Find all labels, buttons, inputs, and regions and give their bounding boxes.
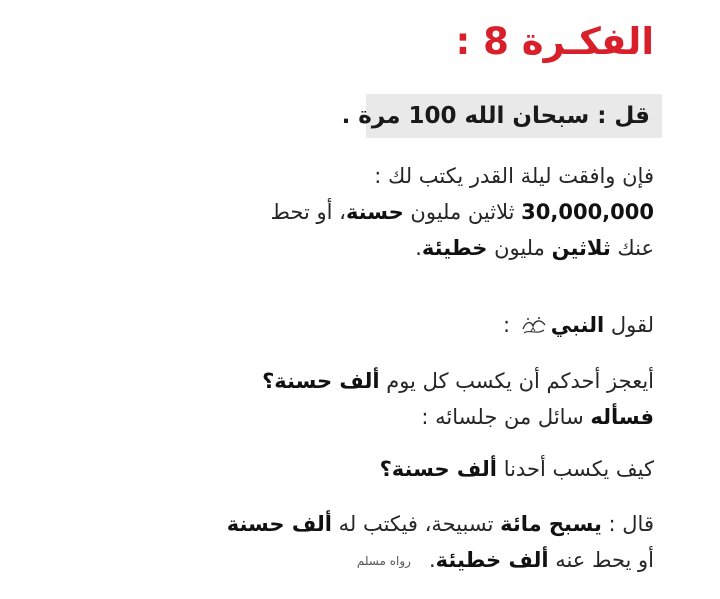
- period-2: .: [428, 548, 436, 572]
- idea-title: الفكـرة 8 :: [455, 20, 654, 63]
- reward-line-2: [54, 194, 654, 230]
- thousand-sins: ألف خطيئة: [435, 548, 549, 572]
- question-line-1: [54, 363, 654, 399]
- thousand-hasana-3: ألف حسنة: [226, 512, 332, 536]
- thirty-word: ثلاثين: [551, 236, 611, 260]
- he-said-text: قال :: [601, 512, 654, 536]
- how-text: كيف يكسب أحدنا: [497, 457, 654, 481]
- he-asked-word: فسأله: [590, 405, 654, 429]
- thousand-hasana-2: ألف حسنة؟: [379, 457, 498, 481]
- thousand-hasana: ألف حسنة؟: [262, 369, 380, 393]
- sin-word: خطيئة: [421, 236, 488, 260]
- or-remove-text: ، أو تحط: [270, 200, 346, 224]
- answer-line-2: [54, 542, 654, 579]
- saying-of-text: لقول: [604, 313, 654, 337]
- quote-text: قل : سبحان الله 100 مرة .: [341, 103, 650, 129]
- from-you-text: عنك: [610, 236, 654, 260]
- paragraph-prophet: [54, 307, 654, 343]
- prophet-word: النبي: [550, 313, 605, 337]
- prophet-line: [54, 307, 654, 343]
- hasana-word: حسنة: [345, 200, 404, 224]
- reward-line-3: [54, 230, 654, 266]
- or-removed-text: أو يحط عنه: [548, 548, 654, 572]
- paragraph-question: [54, 363, 654, 435]
- glorify-hundred: يسبح مائة: [500, 512, 602, 536]
- thirty-million-text: ثلاثين مليون: [403, 200, 522, 224]
- question-line-2: [54, 399, 654, 435]
- period: .: [415, 236, 422, 260]
- asker-text: سائل من جلسائه :: [421, 405, 591, 429]
- million-word: مليون: [487, 236, 552, 260]
- reward-line-1: [54, 158, 654, 194]
- quote-box: [341, 94, 662, 138]
- paragraph-how: [54, 451, 654, 487]
- paragraph-answer: [54, 506, 654, 579]
- tasbiha-text: تسبيحة، فيكتب له: [331, 512, 501, 536]
- paragraph-reward: [54, 158, 654, 266]
- question-text: أيعجز أحدكم أن يكسب كل يوم: [379, 369, 654, 393]
- number-text: 30,000,000: [521, 200, 654, 224]
- narration-source: رواه مسلم: [356, 554, 411, 568]
- salawat-seal-icon: [519, 315, 549, 337]
- colon: :: [502, 313, 517, 337]
- reward-intro: فإن وافقت ليلة القدر يكتب لك :: [374, 164, 654, 188]
- how-line: [54, 451, 654, 487]
- answer-line-1: [54, 506, 654, 542]
